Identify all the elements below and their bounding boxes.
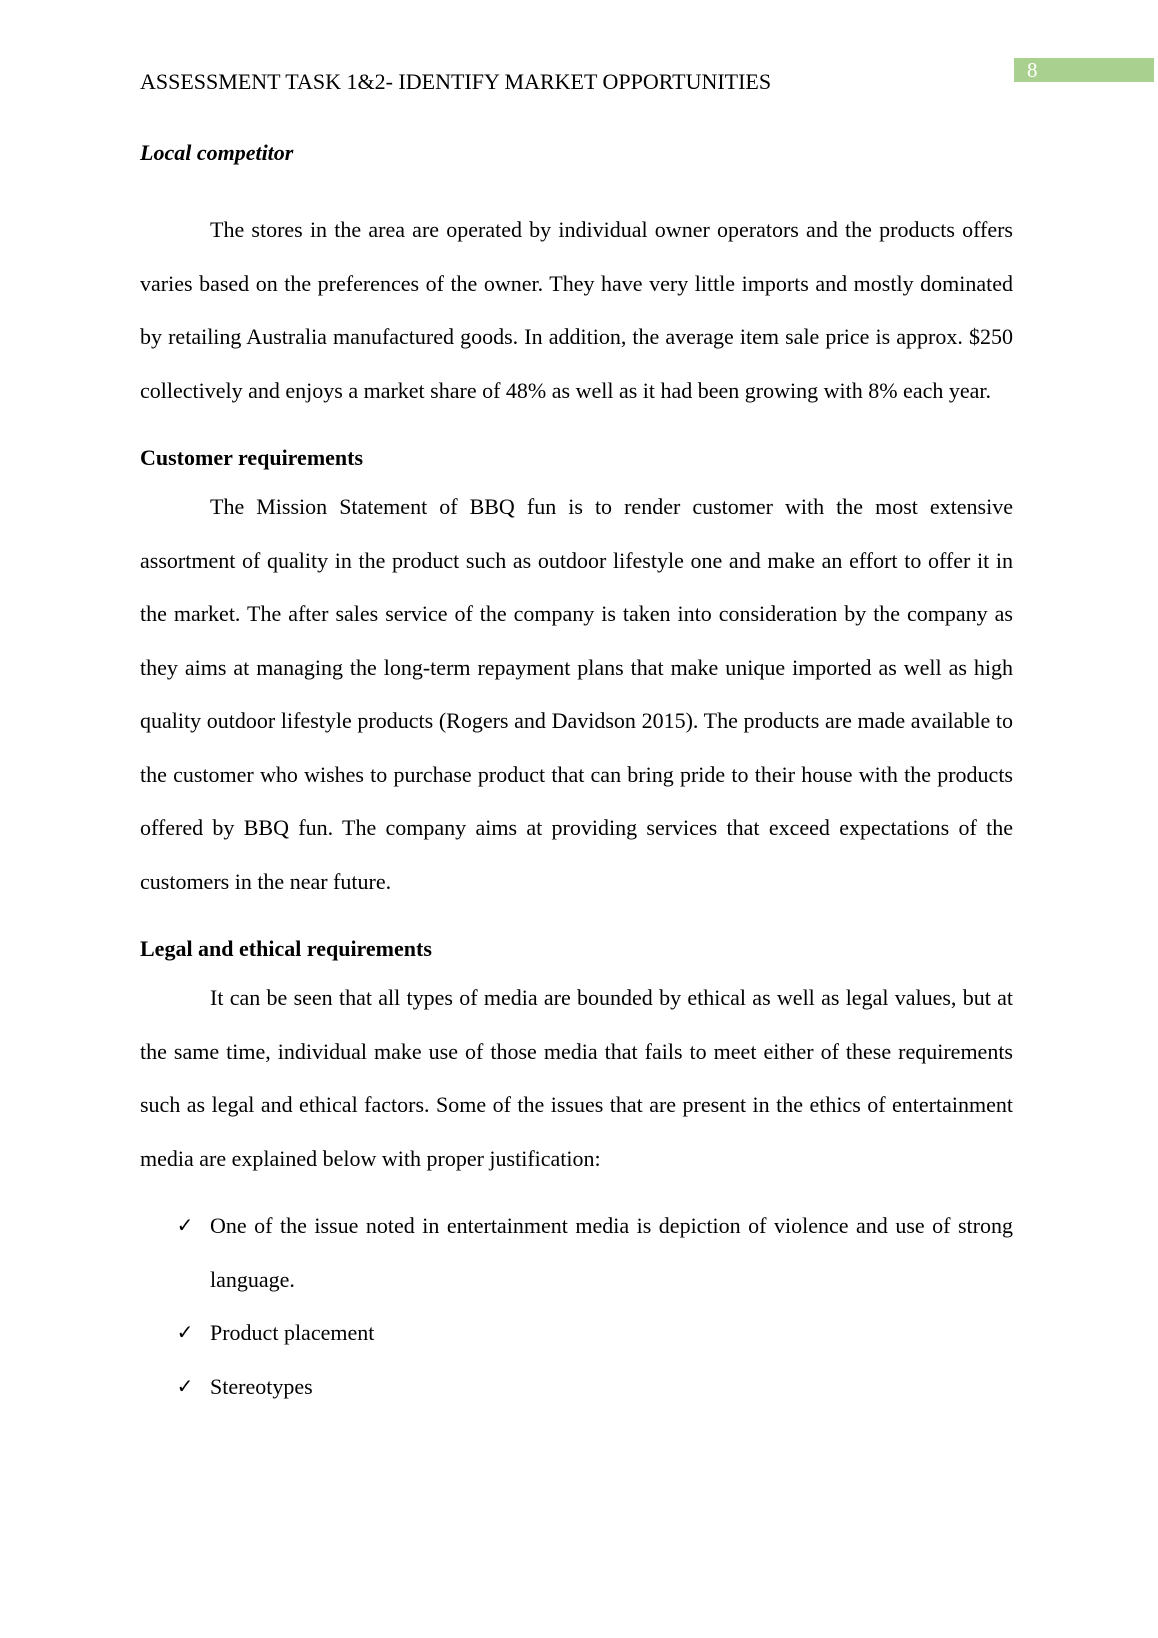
list-item [140, 1306, 1013, 1360]
document-body [140, 138, 1013, 1413]
section-legal-ethical [140, 934, 1013, 1413]
checkmark-icon: ✓ [176, 1373, 194, 1398]
checkmark-icon: ✓ [176, 1213, 194, 1237]
heading-local-competitor: Local competitor [140, 140, 294, 165]
checkmark-icon: ✓ [176, 1320, 194, 1344]
paragraph-customer-requirements: The Mission Statement of BBQ fun is to render customer with the most extensive assortment of quality in the product such as outdoor lifestyle one and make an effort to offer it in the market. The after sales service of the company is taken into consideration by the company as they aims at managing the long-term repayment plans that make unique imported as well as high quality outdoor lifestyle products (Rogers and Davidson 2015). The products are made available to the customer who wishes to purchase product that can bring pride to their house with the products offered by BBQ fun. The company aims at providing services that exceed expectations of the customers in the near future. [140, 494, 1013, 894]
heading-customer-requirements: Customer requirements [140, 445, 364, 470]
list-item [140, 1360, 1013, 1414]
list-item-text: Product placement [210, 1320, 375, 1345]
list-item-text: Stereotypes [210, 1373, 313, 1399]
list-item-text: One of the issue noted in entertainment media is depiction of violence and use of strong language. [210, 1213, 1013, 1292]
page-number: 8 [1014, 58, 1154, 82]
heading-legal-ethical: Legal and ethical requirements [140, 936, 432, 961]
section-local-competitor [140, 138, 1013, 417]
running-head: ASSESSMENT TASK 1&2- IDENTIFY MARKET OPPORTUNITIES [140, 69, 772, 94]
ethics-issues-list [140, 1199, 1013, 1413]
list-item [140, 1199, 1013, 1306]
paragraph-legal-ethical: It can be seen that all types of media are bounded by ethical as well as legal values, but at the same time, individual make use of those media that fails to meet either of these requirements such as legal and ethical factors. Some of the issues that are present in the ethics of entertainment media are explained below with proper justification: [140, 985, 1013, 1171]
section-customer-requirements [140, 443, 1013, 908]
paragraph-local-competitor: The stores in the area are operated by individual owner operators and the products offers varies based on the preferences of the owner. They have very little imports and mostly dominated by retailing Australia manufactured goods. In addition, the average item sale price is approx. $250 collectively and enjoys a market share of 48% as well as it had been growing with 8% each year. [140, 217, 1013, 403]
